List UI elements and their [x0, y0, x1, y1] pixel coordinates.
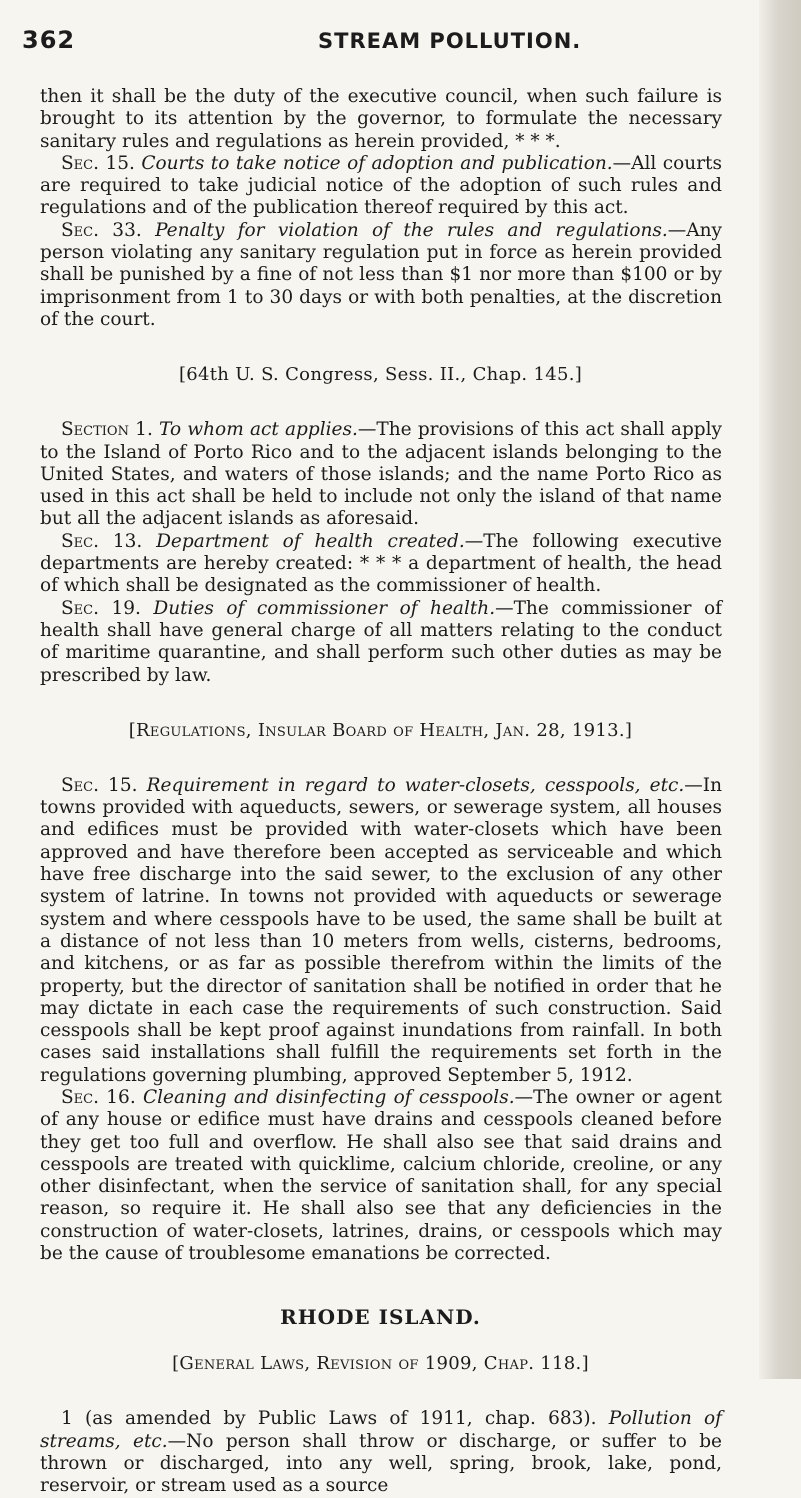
section-title: Duties of commissioner of health.: [153, 597, 496, 619]
section-duties: [40, 598, 722, 687]
section-courts-notice: [40, 153, 722, 220]
section-cesspools: [40, 1087, 722, 1265]
section-title: Courts to take notice of adoption and publication.: [141, 152, 613, 174]
section-text: —All courts are required to take judicial notice of the adoption of such rules and regulations and of the publication thereof required by this act.: [40, 152, 722, 219]
paragraph-text: then it shall be the duty of the executive council, when such failure is brought to its attention by the governor, to formulate the necessary sanitary rules and regulations as herein provided, * * *.: [40, 86, 722, 152]
section-title: Department of health created.: [156, 530, 465, 552]
running-title: STREAM POLLUTION.: [318, 29, 582, 53]
section-text: —The owner or agent of any house or edifice must have drains and cesspools cleaned before they get too full and overflow. He shall also see that said drains and cesspools are treated with quicklime, calcium chloride, creoline, or any other disinfectant, when the service of sanitation shall, for any special reason, so require it. He shall also see that any deficiencies in the construction of water-closets, latrines, drains, or cesspools which may be the cause of troublesome emanations be corrected.: [40, 1086, 722, 1265]
section-text: —The following executive departments are hereby created: * * * a department of health, the head of which shall be designated as the commissioner of health.: [40, 530, 722, 597]
section-title: Penalty for violation of the rules and regulations.: [155, 219, 668, 241]
section-title: Requirement in regard to water-closets, cesspools, etc.: [146, 774, 685, 796]
section-number: Sec. 19.: [61, 597, 154, 619]
section-pollution: [40, 1408, 722, 1497]
section-penalty: [40, 220, 722, 331]
section-water-closets: [40, 775, 722, 1087]
section-number: 1 (as amended by Public Laws of 1911, chap. 683).: [61, 1408, 609, 1430]
section-text: —No person shall throw or discharge, or suffer to be thrown or discharged, into any well, spring, brook, lake, pond, reservoir, or stream used as a source: [40, 1430, 723, 1497]
page-body: [0, 86, 801, 1498]
section-title: Cleaning and disinfecting of cesspools.: [142, 1086, 515, 1108]
section-number: Sec. 15.: [61, 152, 142, 174]
section-text: —The commissioner of health shall have general charge of all matters relating to the conduct of maritime quarantine, and shall perform such other duties as may be prescribed by law.: [40, 597, 722, 686]
section-number: Sec. 33.: [61, 219, 156, 241]
paragraph-continuation: [40, 86, 722, 153]
source-heading-regulations: [Regulations, Insular Board of Health, Jan. 28, 1913.]: [128, 719, 633, 741]
section-number: Section 1.: [61, 419, 160, 441]
section-number: Sec. 16.: [61, 1086, 143, 1108]
section-number: Sec. 13.: [61, 530, 157, 552]
page-header: [22, 26, 732, 60]
source-heading-congress: [64th U. S. Congress, Sess. II., Chap. 145.]: [178, 364, 583, 386]
section-text: —Any person violating any sanitary regulation put in force as herein provided shall be punished by a fine of not less than $1 nor more than $100 or by imprisonment from 1 to 30 days or with both penalties, at the discretion of the court.: [40, 219, 722, 330]
section-number: Sec. 15.: [61, 774, 147, 796]
state-heading: RHODE ISLAND.: [280, 1305, 481, 1330]
section-title: To whom act applies.: [159, 419, 358, 441]
source-heading-general-laws: [General Laws, Revision of 1909, Chap. 118.]: [172, 1353, 589, 1375]
section-department: [40, 531, 722, 598]
page-number: 362: [22, 26, 76, 54]
section-text: —In towns provided with aqueducts, sewers, or sewerage system, all houses and edifices must be provided with water-closets which have been approved and have therefore been accepted as serviceable and which have free discharge into the said sewer, to the exclusion of any other system of latrine. In towns not provided with aqueducts or sewerage system and where cesspools have to be used, the same shall be built at a distance of not less than 10 meters from wells, cisterns, bedrooms, and kitchens, or as far as possible therefrom within the limits of the property, but the director of sanitation shall be notified in order that he may dictate in each case the requirements of such construction. Said cesspools shall be kept proof against inundations from rainfall. In both cases said installations shall fulfill the requirements set forth in the regulations governing plumbing, approved September 5, 1912.: [40, 774, 722, 1086]
section-title: Pollution of streams, etc.: [40, 1408, 723, 1452]
section-text: —The provisions of this act shall apply to the Island of Porto Rico and to the adjacent islands belonging to the United States, and waters of those islands; and the name Porto Rico as used in this act shall be held to include not only the island of that name but all the adjacent islands as aforesaid.: [40, 419, 722, 530]
section-applies: [40, 419, 722, 530]
